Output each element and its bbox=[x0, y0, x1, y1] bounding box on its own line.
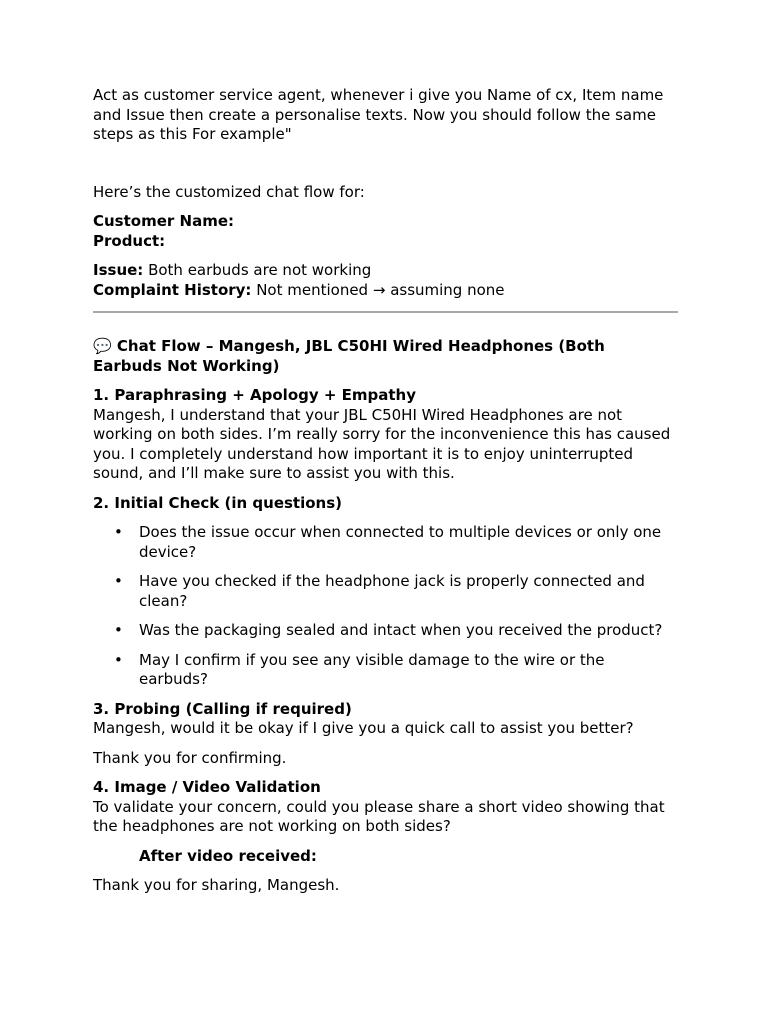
list-item bbox=[93, 572, 678, 611]
section-4-heading: 4. Image / Video Validation bbox=[93, 778, 321, 796]
section-1-body: Mangesh, I understand that your JBL C50HI Wired Headphones are not working on both sides. I’m really sorry for the inconvenience this has caused you. I completely understand how important it is to enjoy uninterrupted sound, and I’ll make sure to assist you with this. bbox=[93, 405, 671, 482]
customer-name-label: Customer Name: bbox=[93, 212, 234, 230]
bullet-icon: • bbox=[114, 523, 123, 541]
section-1-heading: 1. Paraphrasing + Apology + Empathy bbox=[93, 386, 417, 404]
list-item-text: Does the issue occur when connected to multiple devices or only one device? bbox=[139, 523, 662, 561]
section-4-thanks: Thank you for sharing, Mangesh. bbox=[93, 876, 340, 894]
bullet-icon: • bbox=[114, 621, 123, 639]
list-item-text: Have you checked if the headphone jack is properly connected and clean? bbox=[139, 572, 645, 610]
intro-paragraph: Act as customer service agent, whenever i give you Name of cx, Item name and Issue then create a personalise texts. Now you should follow the same steps as this For example" bbox=[93, 86, 664, 143]
section-3-body: Mangesh, would it be okay if I give you a quick call to assist you better? bbox=[93, 719, 634, 737]
list-item-text: Was the packaging sealed and intact when you received the product? bbox=[139, 621, 663, 639]
document-page bbox=[93, 86, 678, 896]
complaint-history-line bbox=[93, 281, 678, 301]
lead-line: Here’s the customized chat flow for: bbox=[93, 182, 365, 201]
complaint-history-label: Complaint History: bbox=[93, 280, 252, 299]
section-3-heading: 3. Probing (Calling if required) bbox=[93, 699, 352, 718]
issue-info-block bbox=[93, 261, 678, 300]
list-item bbox=[93, 523, 678, 562]
list-item-text: May I confirm if you see any visible damage to the wire or the earbuds? bbox=[139, 650, 605, 688]
issue-line bbox=[93, 261, 678, 281]
section-validation bbox=[93, 778, 678, 837]
complaint-history-value: Not mentioned → assuming none bbox=[251, 280, 505, 299]
chat-flow-title: 💬 Chat Flow – Mangesh, JBL C50HI Wired Headphones (Both Earbuds Not Working) bbox=[93, 337, 605, 375]
section-probing bbox=[93, 700, 678, 739]
section-2-heading: 2. Initial Check (in questions) bbox=[93, 493, 343, 512]
product-label: Product: bbox=[93, 231, 166, 250]
bullet-icon: • bbox=[114, 650, 123, 669]
horizontal-divider bbox=[93, 311, 678, 313]
list-item bbox=[93, 651, 678, 690]
section-paraphrasing bbox=[93, 386, 678, 484]
list-item bbox=[93, 621, 678, 641]
section-3-thanks: Thank you for confirming. bbox=[93, 748, 287, 767]
issue-label: Issue: bbox=[93, 261, 144, 279]
section-4-body: To validate your concern, could you please share a short video showing that the headphones are not working on both sides? bbox=[93, 797, 665, 835]
bullet-icon: • bbox=[114, 572, 123, 590]
initial-check-list bbox=[93, 523, 678, 690]
after-video-label: After video received: bbox=[139, 846, 317, 865]
issue-value: Both earbuds are not working bbox=[143, 261, 372, 279]
customer-info-block bbox=[93, 212, 678, 251]
